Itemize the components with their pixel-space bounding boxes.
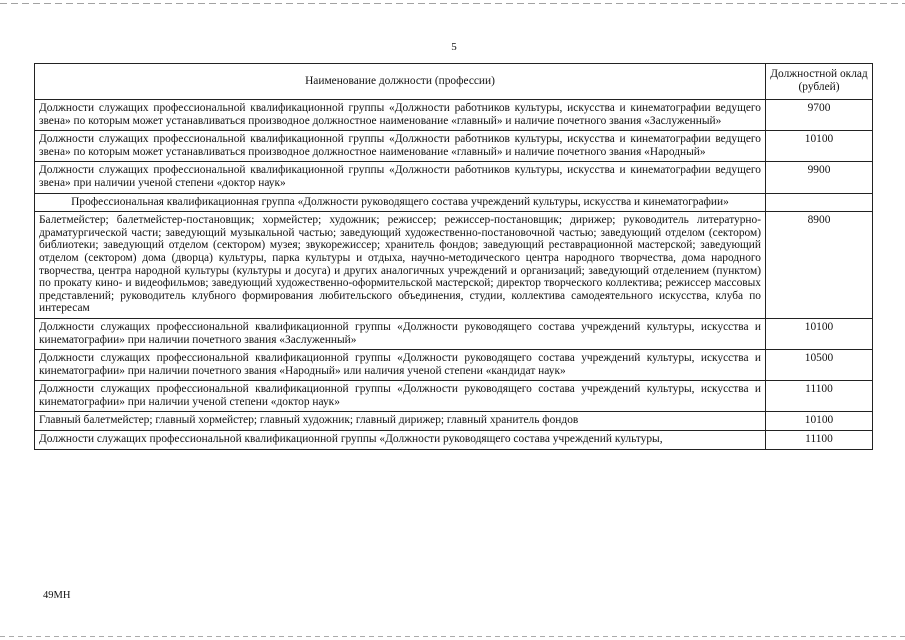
salary-table xyxy=(34,63,873,450)
position-name: Должности служащих профессиональной квалификационной группы «Должности руководящего состава учреждений культуры, искусства и кинематографии» при наличии почетного звания «Заслуженный» xyxy=(35,318,766,349)
table-header-row xyxy=(35,64,873,100)
position-name: Должности служащих профессиональной квалификационной группы «Должности работников культуры, искусства и кинематографии ведущего звена» при наличии ученой степени «доктор наук» xyxy=(35,162,766,193)
header-salary: Должностной оклад (рублей) xyxy=(766,64,873,100)
salary-value: 10100 xyxy=(766,412,873,431)
table-body xyxy=(35,100,873,450)
salary-value xyxy=(766,193,873,212)
salary-value: 9700 xyxy=(766,100,873,131)
table-row xyxy=(35,131,873,162)
salary-value: 10500 xyxy=(766,350,873,381)
salary-value: 11100 xyxy=(766,431,873,450)
group-header-row xyxy=(35,193,873,212)
position-name: Должности служащих профессиональной квалификационной группы «Должности руководящего состава учреждений культуры, искусства и кинематографии» при наличии ученой степени «доктор наук» xyxy=(35,381,766,412)
position-name: Должности служащих профессиональной квалификационной группы «Должности работников культуры, искусства и кинематографии ведущего звена» по которым может устанавливаться производное должностное наименование «главный» и наличие почетного звания «Заслуженный» xyxy=(35,100,766,131)
position-name: Должности служащих профессиональной квалификационной группы «Должности руководящего состава учреждений культуры, xyxy=(35,431,766,450)
table-row xyxy=(35,162,873,193)
position-name: Должности служащих профессиональной квалификационной группы «Должности работников культуры, искусства и кинематографии ведущего звена» по которым может устанавливаться производное должностное наименование «главный» и наличие почетного звания «Народный» xyxy=(35,131,766,162)
table-row xyxy=(35,350,873,381)
page-number: 5 xyxy=(451,41,457,53)
table-row xyxy=(35,100,873,131)
scan-edge-bottom xyxy=(0,636,905,637)
table-row xyxy=(35,318,873,349)
position-name: Балетмейстер; балетмейстер-постановщик; хормейстер; художник; режиссер; режиссер-постановщик; дирижер; руководитель литературно-драматургической части; заведующий музыкальной частью; заведующий художественно-постановочной частью; заведующий отделом (сектором) библиотеки; заведующий отделом (сектором) музея; звукорежиссер; хранитель фондов; заведующий реставрационной мастерской; заведующий отделом (сектором) дома (дворца) культуры, парка культуры и отдыха, научно-методического центра народного творчества, дома народного творчества, центра народной культуры (культуры и досуга) и других аналогичных учреждений и организаций; заведующий отделением (пунктом) по прокату кино- и видеофильмов; заведующий художественно-оформительской мастерской; директор творческого коллектива; режиссер массовых представлений; руководитель клубного формирования любительского объединения, студии, коллектива самодеятельного искусства, клуба по интересам xyxy=(35,212,766,319)
salary-value: 10100 xyxy=(766,318,873,349)
footer-code: 49МН xyxy=(43,590,71,601)
salary-value: 9900 xyxy=(766,162,873,193)
salary-value: 11100 xyxy=(766,381,873,412)
salary-value: 8900 xyxy=(766,212,873,319)
position-name: Главный балетмейстер; главный хормейстер; главный художник; главный дирижер; главный хранитель фондов xyxy=(35,412,766,431)
scan-edge-top xyxy=(0,3,905,4)
table-row xyxy=(35,431,873,450)
header-position-name: Наименование должности (профессии) xyxy=(35,64,766,100)
table-row xyxy=(35,212,873,319)
group-title: Профессиональная квалификационная группа «Должности руководящего состава учреждений культуры, искусства и кинематографии» xyxy=(35,193,766,212)
salary-value: 10100 xyxy=(766,131,873,162)
table-row xyxy=(35,381,873,412)
table-row xyxy=(35,412,873,431)
position-name: Должности служащих профессиональной квалификационной группы «Должности руководящего состава учреждений культуры, искусства и кинематографии» при наличии почетного звания «Народный» или наличия ученой степени «кандидат наук» xyxy=(35,350,766,381)
